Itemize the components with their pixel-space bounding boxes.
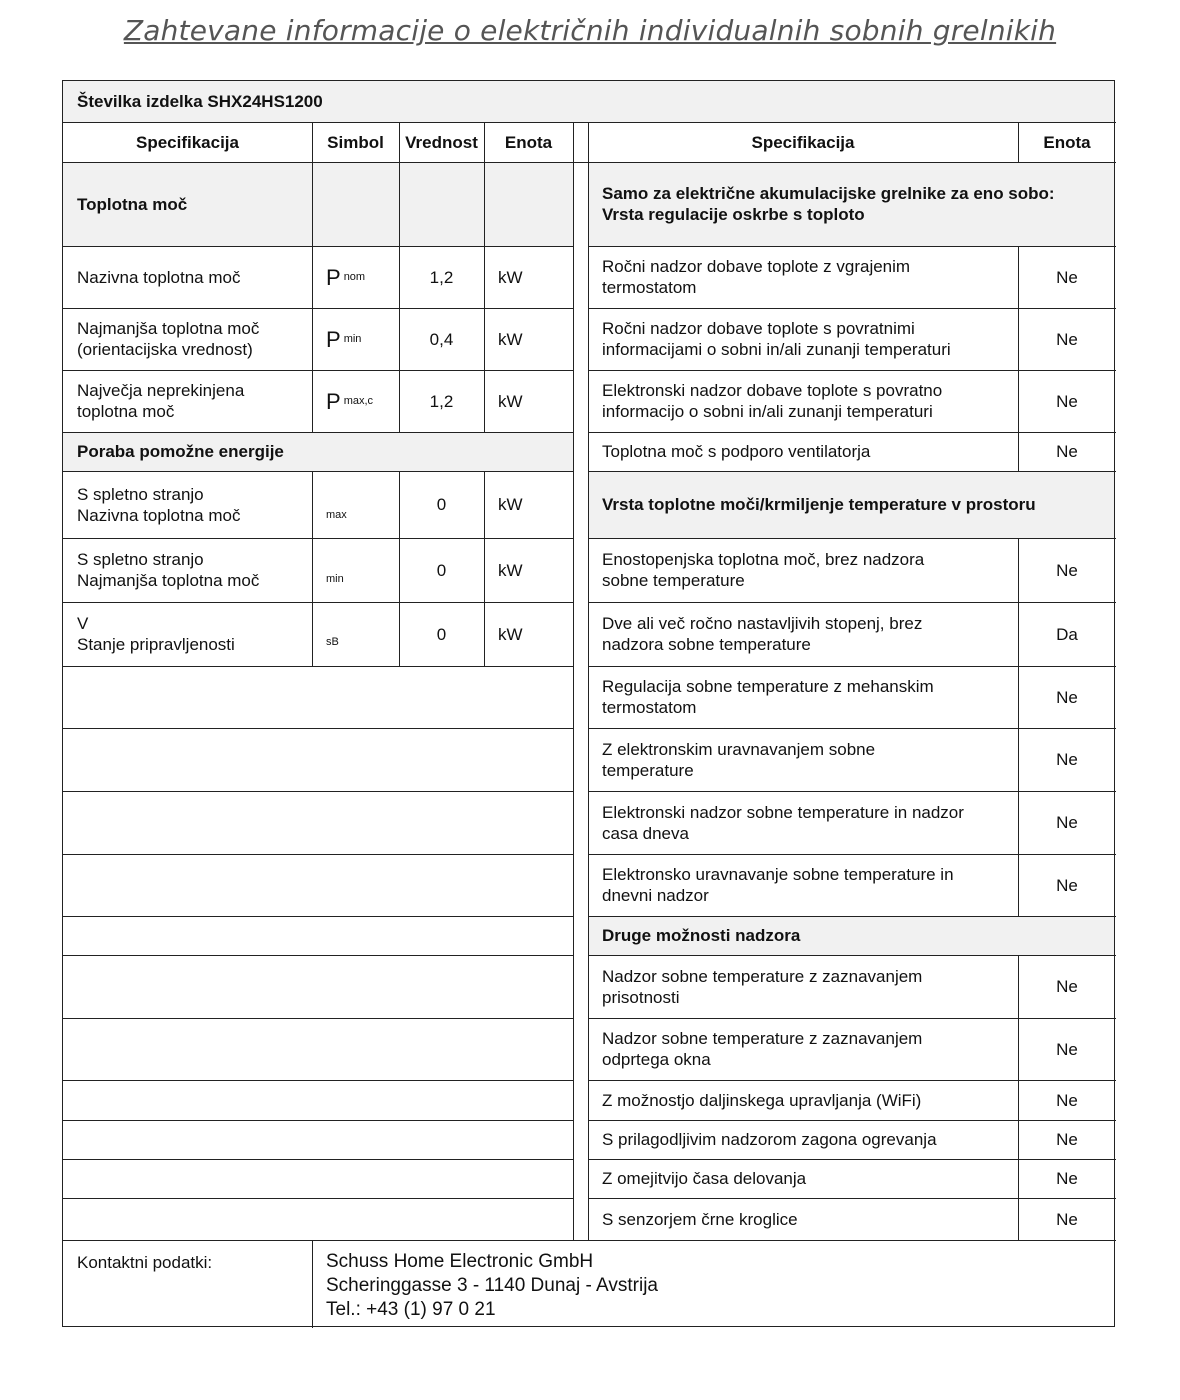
grid-line <box>399 122 400 432</box>
grid-line <box>1018 955 1019 1240</box>
row-other-unit: Ne <box>1056 977 1078 996</box>
row-control-spec: Z elektronskim uravnavanjem sobne temperature <box>602 739 876 780</box>
grid-line <box>63 246 573 247</box>
grid-line <box>588 538 1116 539</box>
grid-line <box>63 162 1116 163</box>
grid-line <box>588 791 1116 792</box>
row-heat-unit: kW <box>498 391 523 411</box>
row-other-unit: Ne <box>1056 1169 1078 1188</box>
row-control-spec: Regulacija sobne temperature z mehanskim termostatom <box>602 677 934 717</box>
grid-line <box>588 955 1116 956</box>
row-storage-unit: Ne <box>1056 442 1078 461</box>
grid-line <box>588 1159 1116 1160</box>
header-unit-left: Enota <box>504 132 553 152</box>
grid-line <box>63 1159 573 1160</box>
row-heat-value: 1,2 <box>429 267 454 287</box>
grid-line <box>63 728 573 729</box>
row-heat-unit: kW <box>498 267 523 287</box>
grid-line <box>312 122 313 432</box>
grid-line <box>588 246 1116 247</box>
row-aux-unit: kW <box>498 560 523 580</box>
grid-line <box>588 728 1116 729</box>
contact-details <box>326 1240 1106 1328</box>
row-heat-spec: Najmanjša toplotna moč (orientacijska vrednost) <box>77 319 260 359</box>
grid-line <box>588 1198 1116 1199</box>
grid-line <box>1018 122 1019 162</box>
grid-line <box>63 1120 573 1121</box>
row-aux-unit: kW <box>498 495 523 514</box>
row-control-spec: Elektronsko uravnavanje sobne temperature in dnevni nadzor <box>602 865 954 905</box>
grid-line <box>588 854 1116 855</box>
grid-line <box>1018 246 1019 471</box>
contact-company: Schuss Home Electronic GmbH <box>326 1251 594 1272</box>
grid-line <box>63 602 573 603</box>
spec-table <box>62 80 1115 1327</box>
grid-line <box>588 432 1116 433</box>
product-number-row <box>77 81 677 122</box>
row-aux-value: 0 <box>436 560 447 580</box>
grid-line <box>63 791 573 792</box>
header-spec-right: Specifikacija <box>751 132 855 152</box>
section-heat-output: Toplotna moč <box>77 194 188 214</box>
row-aux-value: 0 <box>436 624 447 644</box>
contact-label: Kontaktni podatki: <box>77 1253 213 1272</box>
grid-line <box>63 308 573 309</box>
grid-line <box>588 916 1116 917</box>
document-title: Zahtevane informacije o električnih individualnih sobnih grelnikih <box>123 14 1057 47</box>
row-other-unit: Ne <box>1056 1039 1078 1059</box>
row-heat-spec: Največja neprekinjena toplotna moč <box>77 381 245 421</box>
grid-line <box>588 308 1116 309</box>
row-control-unit: Da <box>1056 624 1078 644</box>
grid-line <box>63 1240 1116 1241</box>
row-storage-spec: Elektronski nadzor dobave toplote s povratno informacijo o sobni in/ali zunanji temperaturi <box>602 381 943 421</box>
grid-line <box>484 471 485 666</box>
row-other-spec: Z možnostjo daljinskega upravljanja (WiFi) <box>602 1090 922 1110</box>
grid-line <box>1018 538 1019 916</box>
row-other-unit: Ne <box>1056 1209 1078 1229</box>
row-control-unit: Ne <box>1056 750 1078 769</box>
grid-line <box>63 471 573 472</box>
row-heat-symbol: P max,c <box>326 388 374 414</box>
row-aux-spec: V Stanje pripravljenosti <box>77 614 235 654</box>
row-storage-unit: Ne <box>1056 329 1078 349</box>
grid-line <box>588 370 1116 371</box>
grid-line <box>63 538 573 539</box>
row-other-spec: Nadzor sobne temperature z zaznavanjem odprtega okna <box>602 1029 923 1069</box>
product-number: SHX24HS1200 <box>207 92 323 111</box>
row-other-spec: Z omejitvijo časa delovanja <box>602 1169 807 1188</box>
grid-line <box>312 471 313 666</box>
grid-line <box>63 432 573 433</box>
row-control-spec: Dve ali več ročno nastavljivih stopenj, brez nadzora sobne temperature <box>602 614 923 654</box>
grid-line <box>588 122 589 1240</box>
row-other-spec: Nadzor sobne temperature z zaznavanjem prisotnosti <box>602 966 923 1007</box>
row-storage-spec: Toplotna moč s podporo ventilatorja <box>602 442 871 461</box>
product-label: Številka izdelka <box>77 92 203 111</box>
row-aux-spec: S spletno stranjo Nazivna toplotna moč <box>77 484 241 525</box>
row-heat-symbol: P min <box>326 326 362 352</box>
section-aux-energy: Poraba pomožne energije <box>77 442 284 461</box>
row-other-spec: S senzorjem črne kroglice <box>602 1209 798 1229</box>
grid-line <box>63 122 1116 123</box>
row-control-unit: Ne <box>1056 560 1078 580</box>
grid-line <box>588 1018 1116 1019</box>
grid-line <box>399 471 400 666</box>
row-control-unit: Ne <box>1056 813 1078 832</box>
grid-line <box>588 1080 1116 1081</box>
grid-line <box>63 370 573 371</box>
grid-line <box>312 1240 313 1328</box>
row-aux-spec: S spletno stranjo Najmanjša toplotna moč <box>77 550 260 590</box>
header-value: Vrednost <box>405 132 478 152</box>
row-control-spec: Elektronski nadzor sobne temperature in nadzor casa dneva <box>602 802 964 843</box>
row-aux-symbol: sB <box>326 635 339 648</box>
grid-line <box>588 1120 1116 1121</box>
row-storage-unit: Ne <box>1056 391 1078 411</box>
grid-line <box>573 122 574 1240</box>
row-storage-unit: Ne <box>1056 267 1078 287</box>
row-heat-symbol: P nom <box>326 264 366 290</box>
row-heat-spec: Nazivna toplotna moč <box>77 267 241 287</box>
row-other-spec: S prilagodljivim nadzorom zagona ogrevanja <box>602 1130 937 1149</box>
section-other: Druge možnosti nadzora <box>602 926 801 945</box>
grid-line <box>63 666 573 667</box>
row-aux-unit: kW <box>498 624 523 644</box>
row-control-unit: Ne <box>1056 687 1078 707</box>
grid-line <box>484 122 485 432</box>
row-storage-spec: Ročni nadzor dobave toplote z vgrajenim termostatom <box>602 257 911 297</box>
header-symbol: Simbol <box>327 132 384 152</box>
row-aux-symbol: max <box>326 509 347 521</box>
row-storage-spec: Ročni nadzor dobave toplote s povratnimi informacijami o sobni in/ali zunanji temperaturi <box>602 319 951 359</box>
grid-line <box>63 916 573 917</box>
row-heat-value: 0,4 <box>429 329 454 349</box>
row-control-unit: Ne <box>1056 875 1078 895</box>
row-other-unit: Ne <box>1056 1130 1078 1149</box>
section-control: Vrsta toplotne moči/krmiljenje temperature v prostoru <box>602 495 1036 514</box>
grid-line <box>588 666 1116 667</box>
contact-address: Scheringgasse 3 - 1140 Dunaj - Avstrija <box>326 1275 658 1296</box>
grid-line <box>63 1018 573 1019</box>
grid-line <box>63 955 573 956</box>
grid-line <box>588 602 1116 603</box>
header-unit-right: Enota <box>1043 132 1091 152</box>
grid-line <box>63 1080 573 1081</box>
row-control-spec: Enostopenjska toplotna moč, brez nadzora sobne temperature <box>602 550 925 590</box>
row-heat-unit: kW <box>498 329 523 349</box>
grid-line <box>588 471 1116 472</box>
row-aux-value: 0 <box>436 495 447 514</box>
grid-line <box>63 854 573 855</box>
header-spec-left: Specifikacija <box>135 132 239 152</box>
section-storage: Samo za električne akumulacijske grelnike za eno sobo: Vrsta regulacije oskrbe s toploto <box>602 184 1055 224</box>
row-other-unit: Ne <box>1056 1090 1078 1110</box>
contact-phone: Tel.: +43 (1) 97 0 21 <box>326 1299 496 1320</box>
row-aux-symbol: min <box>326 572 344 585</box>
row-heat-value: 1,2 <box>429 391 454 411</box>
grid-line <box>63 1198 573 1199</box>
